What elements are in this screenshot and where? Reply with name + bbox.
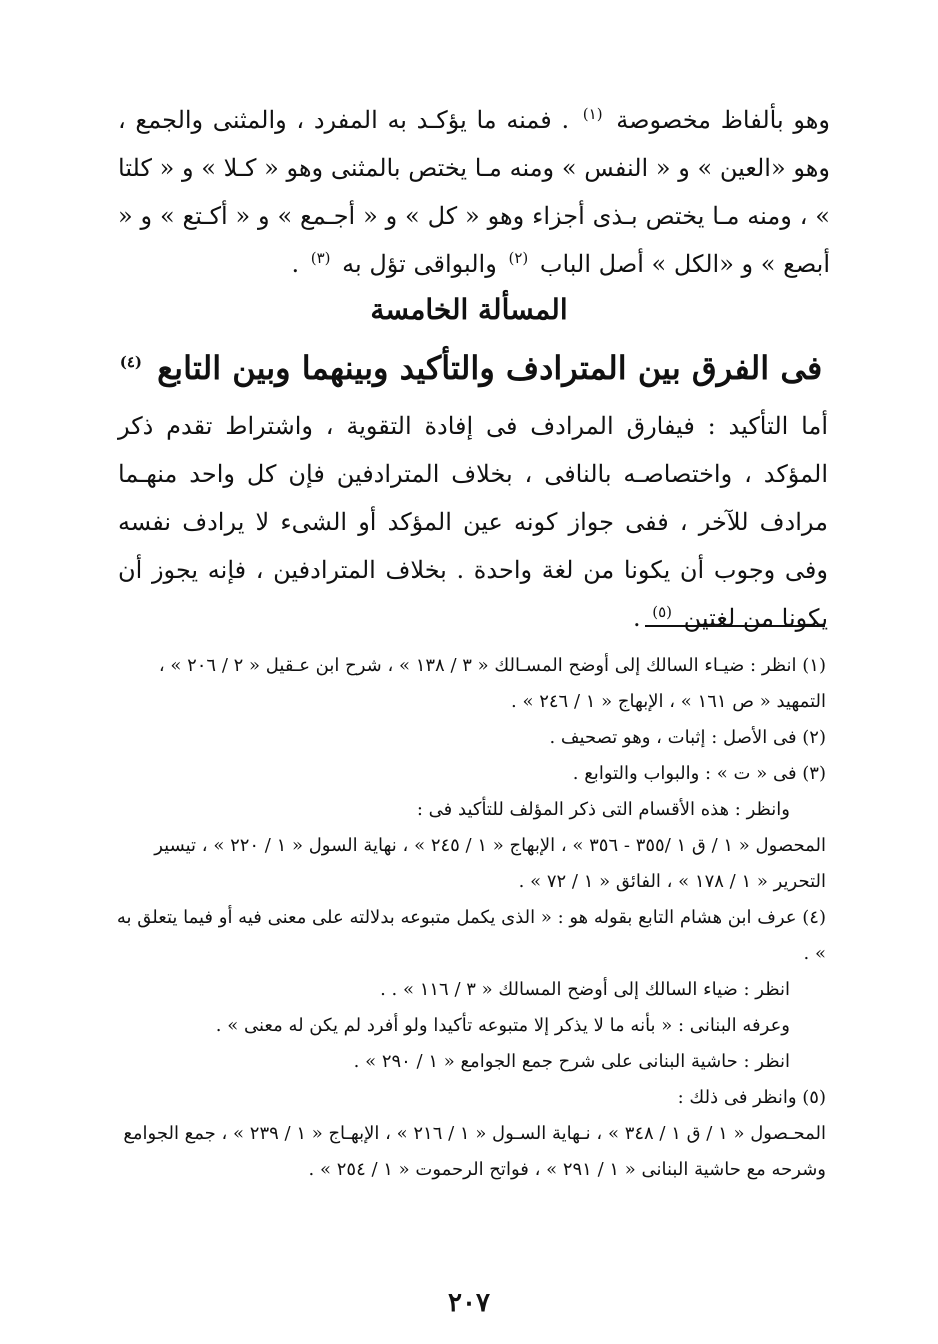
section-subheading: [0, 344, 938, 392]
footnote-4-see-2: انظر : حاشية البنانى على شرح جمع الجوامع « ١ / ٢٩٠ » .: [353, 1051, 790, 1072]
footnote-ref-2: (٢): [508, 249, 529, 267]
footnote-4: (٤) عرف ابن هشام التابع بقوله هو : « الذى يكمل متبوعه بدلالته على معنى فيه أو فيما يتعلق به » .: [116, 907, 826, 964]
intro-text-end: .: [291, 250, 300, 278]
section-paragraph: [118, 402, 828, 642]
intro-text-3: والبواقى تؤل به: [342, 250, 497, 278]
footnote-4-see: انظر : ضياء السالك إلى أوضح المسالك « ٣ / ١١٦ » . .: [380, 979, 790, 1000]
footnote-1: (١) انظر : ضيـاء السالك إلى أوضح المسـالك « ٣ / ١٣٨ » ، شرح ابن عـقيل « ٢ / ٢٠٦ » ، التمهيد « ص ١٦١ » ، الإبهاج « ١ / ٢٤٦ » .: [158, 655, 826, 712]
footnote-3: (٣) فى « ت » : والبواب والتوابع .: [572, 763, 826, 784]
page-number: ٢٠٧: [448, 1288, 490, 1318]
section-heading: المسألة الخامسة: [370, 293, 568, 326]
footnote-ref-5: (٥): [652, 603, 672, 621]
footnote-ref-1: (١): [582, 105, 603, 123]
section-text: أما التأكيد : فيفارق المرادف فى إفادة التقوية ، واشتراط تقدم ذكر المؤكد ، واختصاصـه بالنافى ، بخلاف المترادفين فإن كل واحد منهـما مرادف للآخر ، ففى جواز كونه عين المؤكد أو الشىء لا يرادف نفسه وفى وجوب أن يكونا من لغة واحدة . بخلاف المترادفين ، فإنه يجوز أن يكونا من لغتين: [118, 412, 828, 632]
footnotes: [112, 648, 826, 1188]
footnote-5: (٥) وانظر فى ذلك :: [677, 1087, 826, 1108]
footnote-3-refs: المحصول « ١ / ق ١ /٣٥٥ - ٣٥٦ » ، الإبهاج « ١ / ٢٤٥ » ، نهاية السول « ١ / ٢٢٠ » ، تيسير التحرير « ١ / ١٧٨ » ، الفائق « ١ / ٧٢ » .: [154, 835, 826, 892]
intro-text-2: . فمنه ما يؤكـد به المفرد ، والمثنى والجمع ، وهو «العين » و « النفس » ومنه مـا يختص بالمثنى وهو « كـلا » و « كلتا » ، ومنه مـا يختص بـذى أجزاء وهو « كل » و « أجـمع » و « أكـتع » و « أبصع » و «الكل » أصل الباب: [118, 106, 830, 278]
intro-text-1: وهو بألفاظ مخصوصة: [616, 106, 830, 134]
footnote-4-def: وعرفه البنانى : « بأنه ما لا يذكر إلا متبوعه تأكيدا ولو أفرد لم يكن له معنى » .: [215, 1015, 790, 1036]
footnote-5-refs: المحـصول « ١ / ق ١ / ٣٤٨ » ، نـهاية السـول « ١ / ٢١٦ » ، الإبهـاج « ١ / ٢٣٩ » ، جمع الجوامع وشرحه مع حاشية البنانى « ١ / ٢٩١ » ، فواتح الرحموت « ١ / ٢٥٤ » .: [123, 1123, 826, 1180]
footnote-2: (٢) فى الأصل : إثبات ، وهو تصحيف .: [549, 727, 826, 748]
footnote-ref-3: (٣): [310, 249, 331, 267]
intro-paragraph: [118, 96, 830, 288]
footnote-divider: [645, 625, 825, 627]
footnote-ref-4: (٤): [119, 353, 142, 372]
subheading-text: فى الفرق بين المترادف والتأكيد وبينهما وبين التابع: [157, 349, 823, 387]
section-text-end: .: [632, 604, 641, 632]
footnote-3-see: وانظر : هذه الأقسام التى ذكر المؤلف للتأكيد فى :: [416, 799, 790, 820]
